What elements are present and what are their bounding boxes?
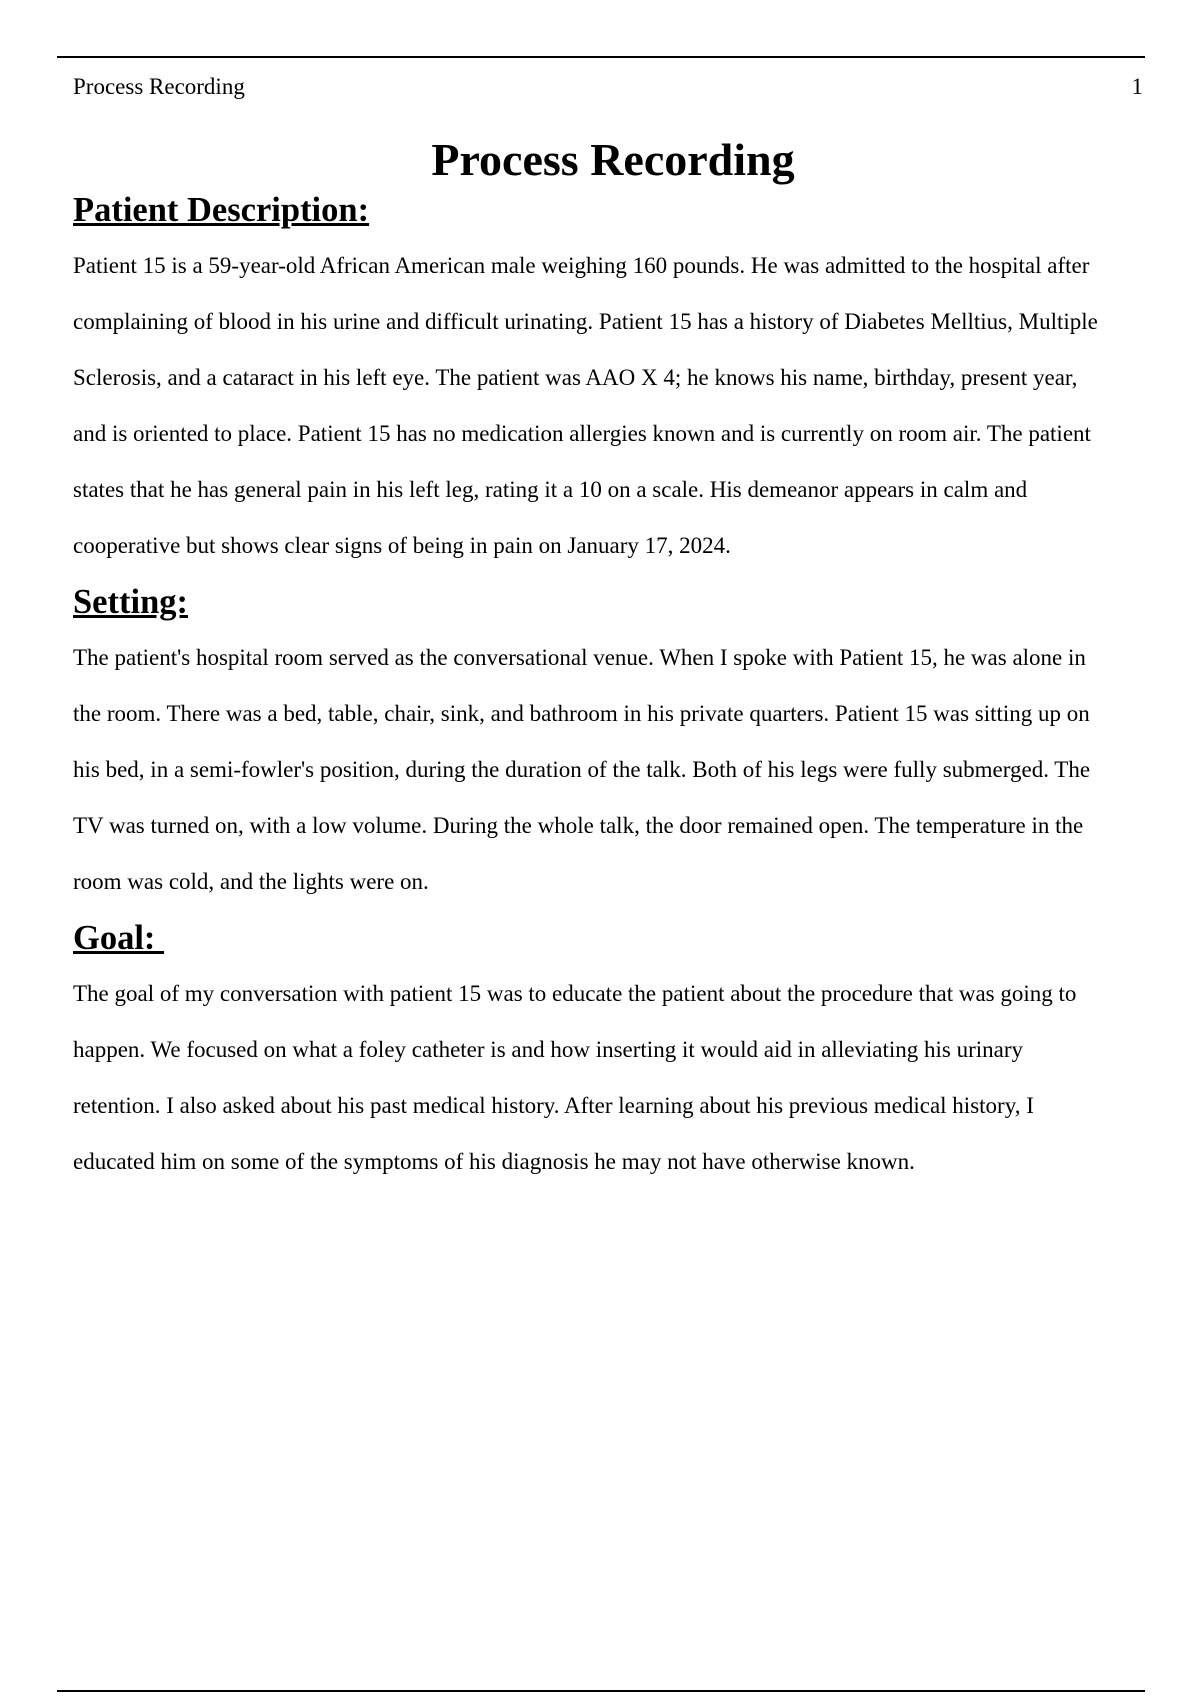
- paragraph-line: TV was turned on, with a low volume. During the whole talk, the door remained open. The temperature in the: [73, 813, 1084, 838]
- section-setting: [73, 574, 1153, 910]
- paragraph-line: states that he has general pain in his left leg, rating it a 10 on a scale. His demeanor appears in calm and: [73, 477, 1028, 502]
- section-heading: Goal:: [73, 919, 165, 957]
- paragraph-line: happen. We focused on what a foley catheter is and how inserting it would aid in alleviating his urinary: [73, 1037, 1024, 1062]
- running-head: Process Recording: [73, 74, 245, 99]
- page-number: 1: [1131, 74, 1143, 99]
- document-body: [73, 134, 1153, 1190]
- section-patient-description: [73, 182, 1153, 574]
- paragraph-line: complaining of blood in his urine and difficult urinating. Patient 15 has a history of Diabetes Melltius, Multiple: [73, 309, 1098, 334]
- footer-rule: [57, 1690, 1145, 1692]
- paragraph-line: his bed, in a semi-fowler's position, during the duration of the talk. Both of his legs were fully submerged. The: [73, 757, 1091, 782]
- paragraph-line: Patient 15 is a 59-year-old African American male weighing 160 pounds. He was admitted to the hospital after: [73, 253, 1090, 278]
- section-paragraph: [73, 966, 1153, 1190]
- paragraph-line: and is oriented to place. Patient 15 has no medication allergies known and is currently on room air. The patient: [73, 421, 1091, 446]
- paragraph-line: cooperative but shows clear signs of being in pain on January 17, 2024.: [73, 533, 731, 558]
- paragraph-line: the room. There was a bed, table, chair, sink, and bathroom in his private quarters. Patient 15 was sitting up on: [73, 701, 1090, 726]
- paragraph-line: educated him on some of the symptoms of his diagnosis he may not have otherwise known.: [73, 1149, 915, 1174]
- paragraph-line: Sclerosis, and a cataract in his left eye. The patient was AAO X 4; he knows his name, birthday, present year,: [73, 365, 1078, 390]
- document-title: Process Recording: [431, 134, 795, 185]
- section-goal: [73, 910, 1153, 1190]
- paragraph-line: room was cold, and the lights were on.: [73, 869, 429, 894]
- paragraph-line: The goal of my conversation with patient 15 was to educate the patient about the procedure that was going to: [73, 981, 1077, 1006]
- section-paragraph: [73, 238, 1153, 574]
- header-rule: [57, 56, 1145, 58]
- section-heading: Setting:: [73, 583, 188, 621]
- section-paragraph: [73, 630, 1153, 910]
- paragraph-line: retention. I also asked about his past medical history. After learning about his previous medical history, I: [73, 1093, 1034, 1118]
- section-heading: Patient Description:: [73, 191, 370, 229]
- paragraph-line: The patient's hospital room served as the conversational venue. When I spoke with Patient 15, he was alone in: [73, 645, 1086, 670]
